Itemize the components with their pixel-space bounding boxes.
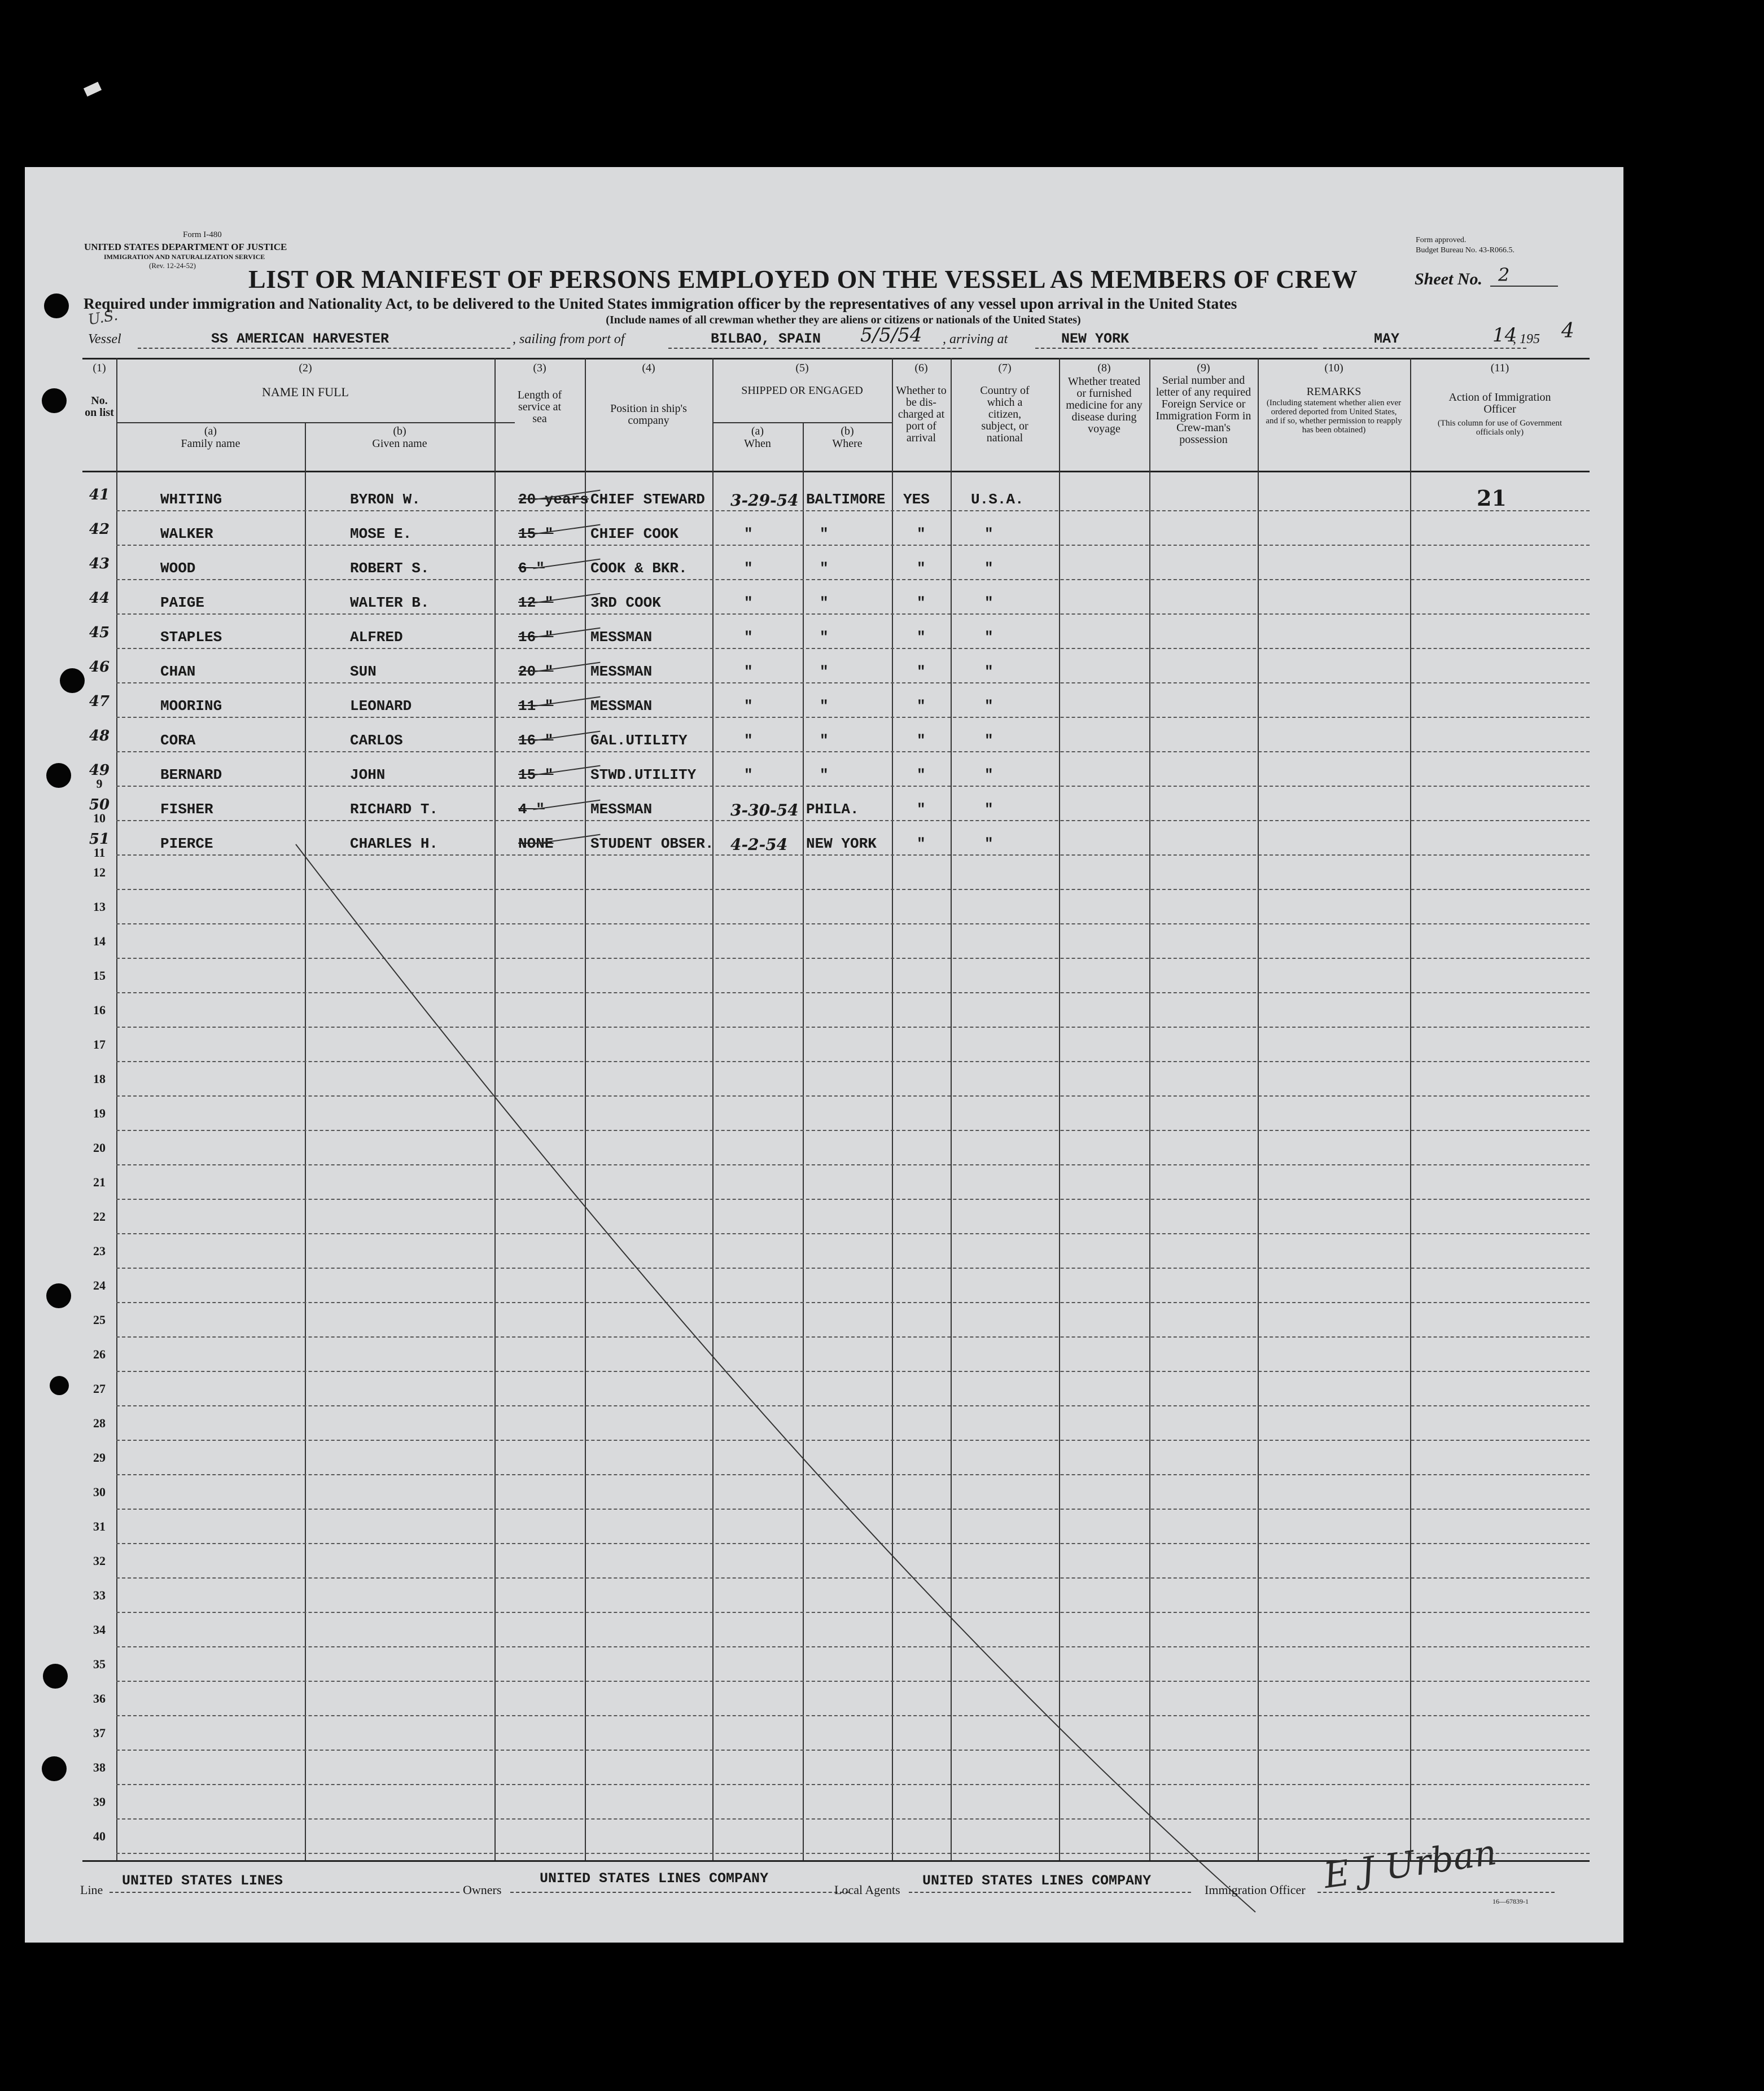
given-name: ROBERT S. [350,560,430,577]
row-number-printed: 35 [93,1657,106,1671]
row-number-handwritten: 44 [89,590,110,607]
action-officer: 21 [1477,485,1507,511]
col9-header: Serial number and letter of any required Foreign Service or Immigration Form in Crew-man's possession [1155,374,1251,446]
country: " [984,629,993,646]
budget-bureau: Budget Bureau No. 43-R066.5. [1416,246,1514,255]
scan-mark [84,82,102,97]
col2a-header: Family name [181,437,240,450]
col2-header: NAME IN FULL [262,385,349,399]
shipped-when: " [744,766,753,783]
discharge: " [917,525,926,542]
row-number-printed: 10 [93,811,106,825]
shipped-where: " [820,525,829,542]
row-number-handwritten: 45 [89,624,110,641]
shipped-when: 4-2-54 [730,835,788,854]
family-name: PAIGE [160,594,205,611]
include-note: (Include names of all crewman whether they are aliens or citizens or nationals of the United States) [606,314,1081,326]
discharge: " [917,560,926,577]
position: MESSMAN [590,663,653,680]
row-number-printed: 32 [93,1554,106,1568]
shipped-when: " [744,698,753,714]
col1-number: (1) [93,362,106,374]
service-length: 20 years [518,491,589,508]
family-name: WALKER [160,525,213,542]
shipped-where: " [820,732,829,749]
family-name: MOORING [160,698,222,714]
service-length: 16 " [518,629,554,646]
family-name: CORA [160,732,196,749]
col11-number: (11) [1490,362,1509,374]
agents-underline [909,1892,1191,1893]
row-number-printed: 18 [93,1072,106,1086]
officer-signature: E J Urban [1321,1831,1499,1897]
col11-header: Action of Immigration Officer [1448,391,1551,415]
col5b-header: Where [832,437,863,450]
country: " [984,525,993,542]
shipped-where: " [820,594,829,611]
country: " [984,594,993,611]
row-number-printed: 24 [93,1278,106,1292]
sailing-label: , sailing from port of [513,332,625,347]
row-number-printed: 31 [93,1519,106,1533]
position: MESSMAN [590,801,653,818]
shipped-where: " [820,698,829,714]
family-name: PIERCE [160,835,213,852]
row-number-printed: 29 [93,1450,106,1465]
row-number-printed: 15 [93,968,106,983]
row-number-printed: 33 [93,1588,106,1602]
revision: (Rev. 12-24-52) [149,261,196,270]
cancellation-line [25,167,1623,1943]
shipped-where: NEW YORK [806,835,877,852]
given-name: SUN [350,663,377,680]
line-value: UNITED STATES LINES [122,1873,283,1889]
service-length: 15 " [518,525,554,542]
vessel-name: SS AMERICAN HARVESTER [211,331,389,347]
family-name: WHITING [160,491,222,508]
year-prefix: , 195 [1513,332,1540,347]
col10-subheader: (Including statement whether alien ever ordered deported from United States, and if so, whether permission to reapply has been obtained) [1266,398,1402,435]
row-number-printed: 26 [93,1347,106,1361]
row-number-printed: 21 [93,1175,106,1189]
family-name: WOOD [160,560,196,577]
row-number-printed: 30 [93,1485,106,1499]
owners-value: UNITED STATES LINES COMPANY [540,1870,769,1887]
col5-number: (5) [795,362,809,374]
form-number: Form I-480 [183,230,222,239]
row-number-printed: 34 [93,1623,106,1637]
row-number-printed: 27 [93,1382,106,1396]
row-number-printed: 12 [93,865,106,879]
country: " [984,732,993,749]
service-length: NONE [518,835,554,852]
col4-header: Position in ship's company [610,402,687,427]
discharge: " [917,732,926,749]
given-name: RICHARD T. [350,801,439,818]
shipped-when: " [744,525,753,542]
position: MESSMAN [590,698,653,714]
position: STUDENT OBSER. [590,835,714,852]
position: CHIEF STEWARD [590,491,705,508]
col10-number: (10) [1324,362,1343,374]
row-number-printed: 20 [93,1141,106,1155]
given-name: LEONARD [350,698,412,714]
shipped-when: 3-30-54 [730,801,799,819]
position: MESSMAN [590,629,653,646]
col9-number: (9) [1197,362,1210,374]
row-number-printed: 39 [93,1795,106,1809]
manifest-sheet [25,167,1623,1943]
col5a-header: When [744,437,771,450]
col11-subheader: (This column for use of Government officials only) [1437,419,1562,437]
col4-number: (4) [642,362,655,374]
shipped-where: " [820,663,829,680]
row-number-printed: 28 [93,1416,106,1430]
row-number-handwritten: 46 [89,659,110,676]
service-length: 6 " [518,560,545,577]
subtitle: Required under immigration and Nationality Act, to be delivered to the United States immigration officer by the representatives of any vessel upon arrival in the United States [84,295,1237,312]
year-digit: 4 [1561,319,1574,343]
position: COOK & BKR. [590,560,688,577]
row-number-printed: 23 [93,1244,106,1258]
col8-number: (8) [1097,362,1111,374]
service: IMMIGRATION AND NATURALIZATION SERVICE [104,253,265,261]
row-number-printed: 13 [93,900,106,914]
row-number-handwritten: 51 [89,831,110,848]
position: 3RD COOK [590,594,661,611]
service-length: 15 " [518,766,554,783]
row-number-printed: 9 [96,777,103,791]
given-name: MOSE E. [350,525,412,542]
owners-label: Owners [463,1883,502,1897]
footer-code: 16—67839-1 [1492,1897,1529,1905]
row-number-printed: 22 [93,1209,106,1224]
approval-note: Form approved. [1416,236,1467,244]
arriving-label: , arriving at [943,332,1008,347]
col2a-number: (a) [204,425,217,437]
family-name: CHAN [160,663,196,680]
col5-header: SHIPPED OR ENGAGED [741,384,863,397]
given-name: BYRON W. [350,491,421,508]
department: UNITED STATES DEPARTMENT OF JUSTICE [84,242,287,252]
discharge: " [917,629,926,646]
discharge: " [917,663,926,680]
row-number-printed: 11 [93,845,106,860]
col2-number: (2) [299,362,312,374]
row-number-handwritten: 48 [89,727,110,744]
given-name: CHARLES H. [350,835,439,852]
shipped-when: " [744,629,753,646]
margin-mark: U.S. [86,306,120,329]
country: " [984,698,993,714]
shipped-where: " [820,629,829,646]
sheet-label: Sheet No. [1415,270,1482,288]
shipped-where: BALTIMORE [806,491,886,508]
col7-number: (7) [998,362,1012,374]
family-name: STAPLES [160,629,222,646]
row-number-printed: 14 [93,934,106,948]
discharge: " [917,698,926,714]
col2b-header: Given name [372,437,427,450]
family-name: BERNARD [160,766,222,783]
officer-underline [1317,1892,1555,1893]
manifest-title: LIST OR MANIFEST OF PERSONS EMPLOYED ON THE VESSEL AS MEMBERS OF CREW [248,265,1358,293]
country: " [984,835,993,852]
vessel-label: Vessel [88,332,121,347]
col5a-number: (a) [751,425,764,437]
row-number-printed: 16 [93,1003,106,1017]
col3-number: (3) [533,362,546,374]
shipped-where: PHILA. [806,801,859,818]
given-name: CARLOS [350,732,403,749]
row-number-handwritten: 42 [89,521,110,538]
arrival-month: MAY [1374,331,1400,347]
row-number-printed: 40 [93,1829,106,1843]
service-length: 12 " [518,594,554,611]
col3-header: Length of service at sea [517,389,562,425]
position: STWD.UTILITY [590,766,697,783]
col7-header: Country of which a citizen, subject, or national [980,384,1030,444]
shipped-where: " [820,766,829,783]
col6-number: (6) [914,362,928,374]
line-underline [110,1892,459,1893]
agents-label: Local Agents [834,1883,900,1897]
country: " [984,560,993,577]
sailing-port: BILBAO, SPAIN [711,331,821,347]
position: GAL.UTILITY [590,732,688,749]
col1-header: No. on list [85,394,114,419]
shipped-when: " [744,560,753,577]
service-length: 20 " [518,663,554,680]
service-length: 11 " [518,698,554,714]
arrival-day: 14 [1492,324,1517,347]
col8-header: Whether treated or furnished medicine for any disease during voyage [1066,375,1143,435]
discharge: " [917,801,926,818]
country: U.S.A. [971,491,1024,508]
row-number-handwritten: 43 [89,555,110,572]
arrival-port: NEW YORK [1061,331,1130,347]
officer-label: Immigration Officer [1205,1883,1306,1897]
given-name: JOHN [350,766,386,783]
col10-header: REMARKS [1306,385,1362,398]
col2b-number: (b) [393,425,406,437]
discharge: " [917,835,926,852]
position: CHIEF COOK [590,525,679,542]
col5b-number: (b) [841,425,854,437]
row-number-printed: 17 [93,1037,106,1051]
sailing-date: 5/5/54 [860,324,922,347]
shipped-when: " [744,663,753,680]
row-number-handwritten: 49 [89,762,110,779]
family-name: FISHER [160,801,213,818]
row-number-printed: 37 [93,1726,106,1740]
service-length: 16 " [518,732,554,749]
service-length: 4 " [518,801,545,818]
shipped-when: " [744,594,753,611]
shipped-when: 3-29-54 [730,491,799,510]
row-number-printed: 36 [93,1691,106,1706]
col6-header: Whether to be dis-charged at port of arrival [896,384,947,444]
country: " [984,801,993,818]
agents-value: UNITED STATES LINES COMPANY [922,1873,1152,1889]
discharge: YES [903,491,930,508]
country: " [984,663,993,680]
given-name: WALTER B. [350,594,430,611]
line-label: Line [80,1883,103,1897]
row-number-handwritten: 47 [89,693,110,710]
shipped-when: " [744,732,753,749]
row-number-handwritten: 41 [89,486,110,503]
shipped-where: " [820,560,829,577]
country: " [984,766,993,783]
discharge: " [917,594,926,611]
given-name: ALFRED [350,629,403,646]
row-number-printed: 19 [93,1106,106,1120]
row-number-printed: 25 [93,1313,106,1327]
row-number-handwritten: 50 [89,796,110,813]
row-number-printed: 38 [93,1760,106,1774]
owners-underline [510,1892,849,1893]
discharge: " [917,766,926,783]
sheet-number: 2 [1498,264,1510,286]
